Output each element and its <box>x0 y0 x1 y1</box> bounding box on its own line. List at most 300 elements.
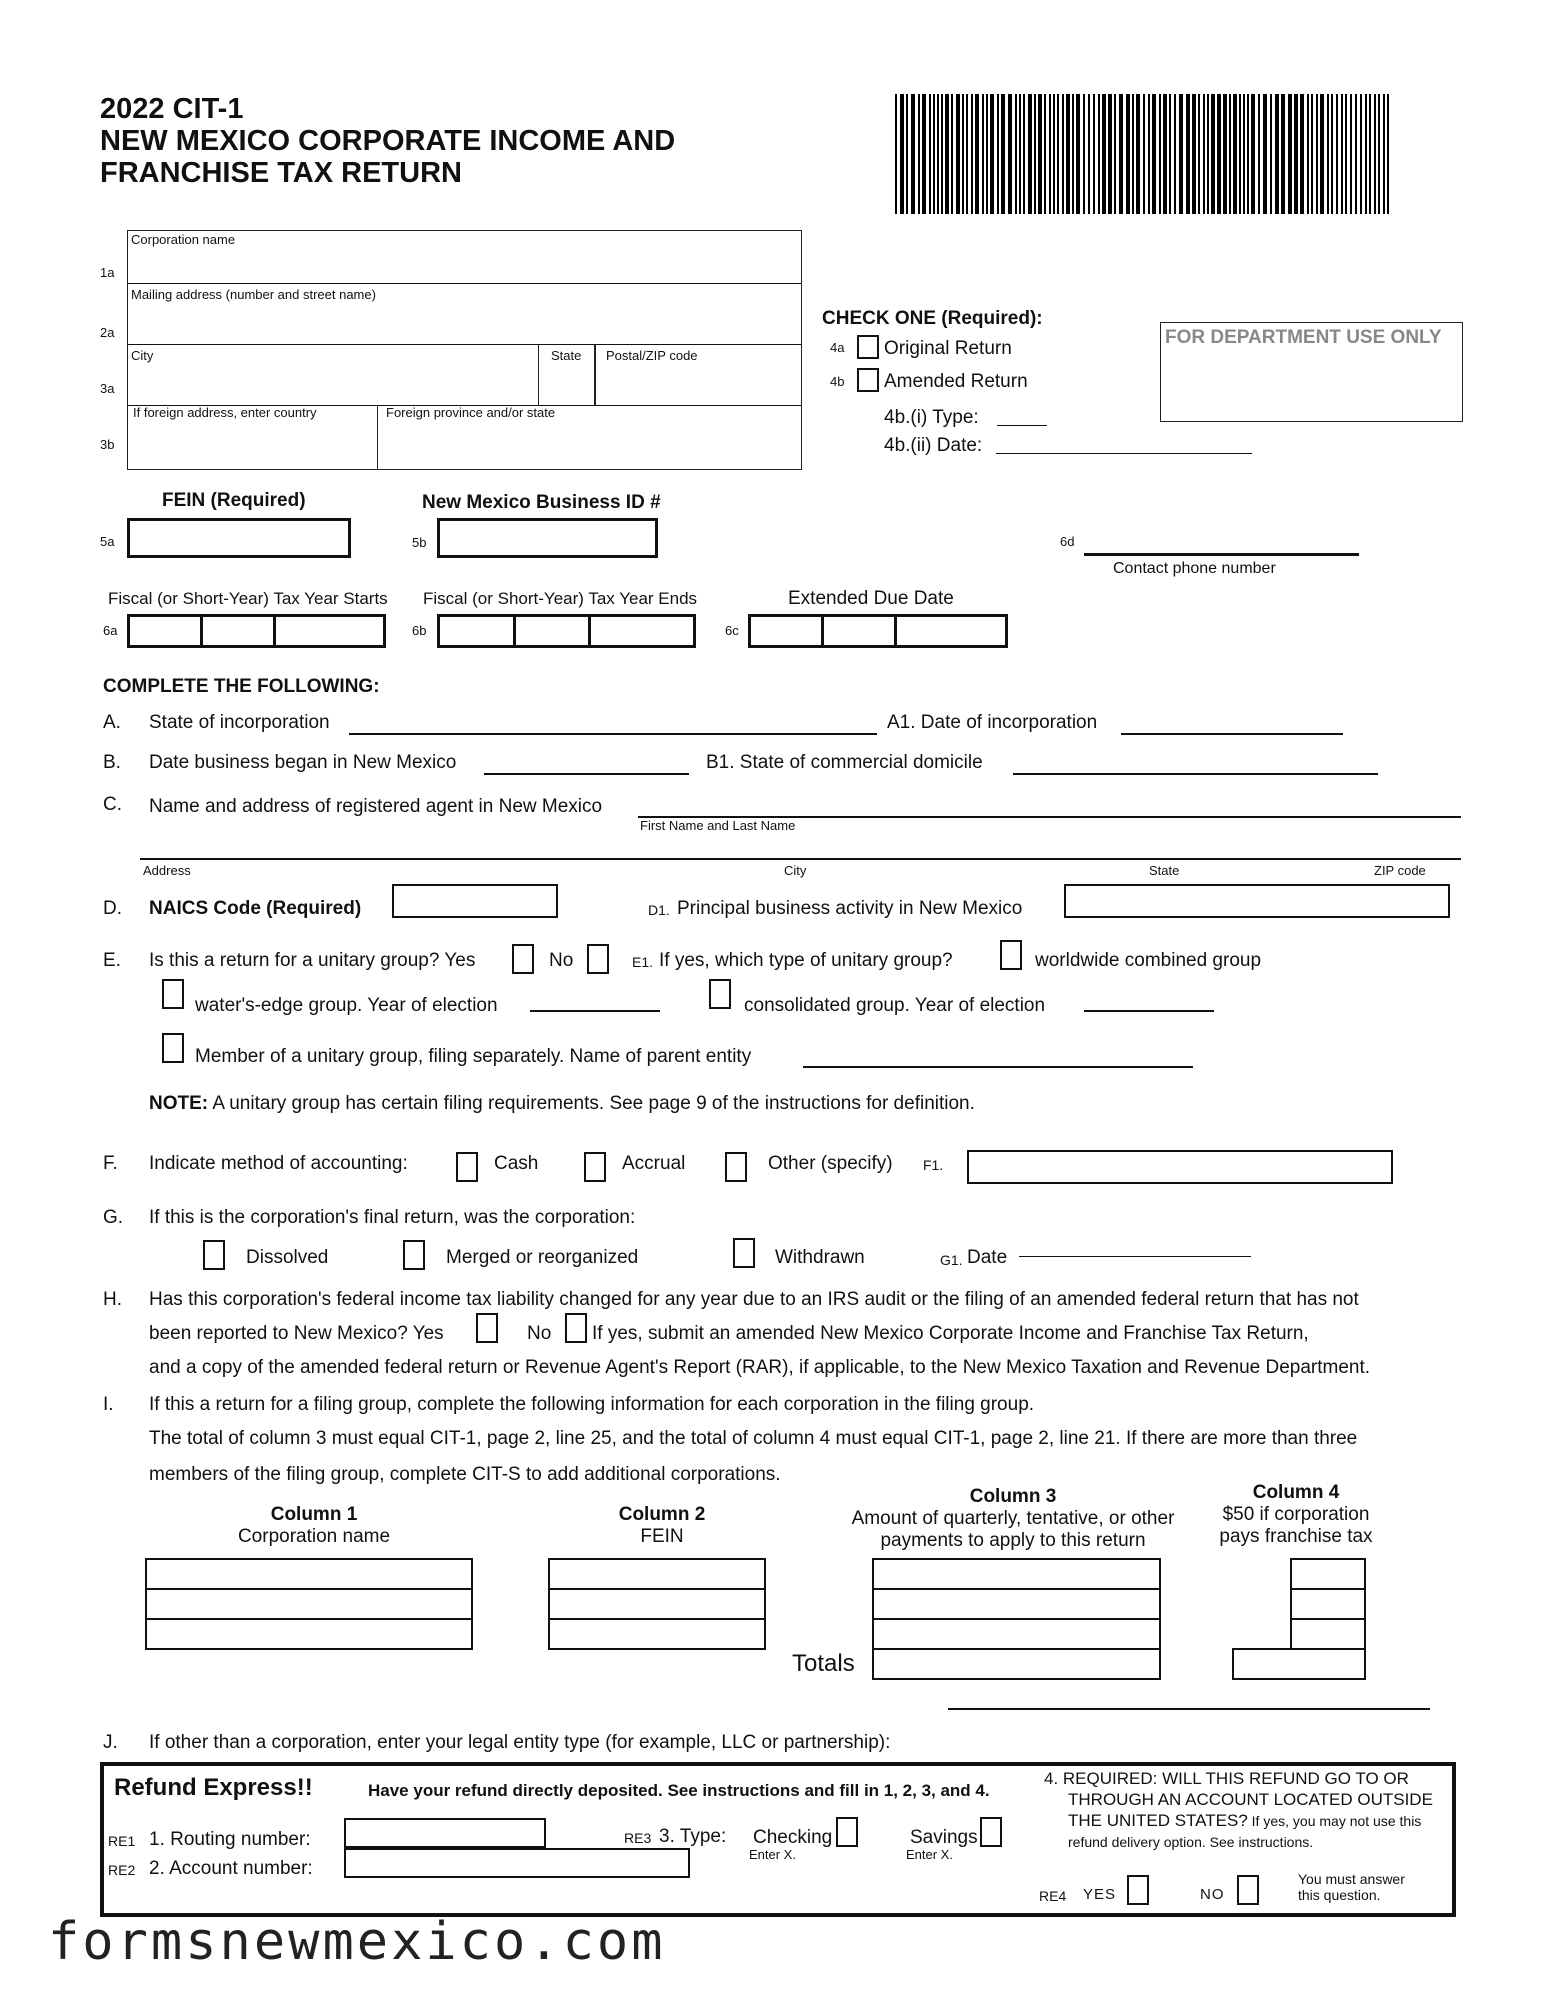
barcode-bar <box>1247 94 1249 214</box>
barcode-bar <box>918 94 920 214</box>
row-6c-number: 6c <box>725 623 739 638</box>
foreign-question-line2: THROUGH AN ACCOUNT LOCATED OUTSIDE <box>1068 1790 1433 1809</box>
column-4-row-2[interactable] <box>1290 1588 1366 1620</box>
item-b-letter: B. <box>103 752 121 773</box>
foreign-no-label: NO <box>1200 1886 1225 1903</box>
agent-address-caption: Address <box>143 863 191 878</box>
barcode-bar <box>895 94 897 214</box>
barcode-bar <box>1387 94 1389 214</box>
barcode-bar <box>1207 94 1209 214</box>
barcode-bar <box>1108 94 1112 214</box>
foreign-account-question <box>1044 1768 1433 1853</box>
other-method-label: Other (specify) <box>768 1153 893 1174</box>
irs-audit-no-label: No <box>527 1323 552 1344</box>
savings-enter-x <box>906 1847 953 1862</box>
refund-express-subtitle: Have your refund directly deposited. See instructions and fill in 1, 2, 3, and 4. <box>368 1781 990 1800</box>
extended-due-date-field[interactable] <box>748 614 1008 648</box>
corp-name-field[interactable] <box>131 250 799 281</box>
principal-activity-label: Principal business activity in New Mexico <box>677 898 1023 919</box>
barcode-bar <box>1169 94 1171 214</box>
column-4-header <box>1196 1482 1396 1548</box>
barcode-bar <box>1093 94 1095 214</box>
barcode-bar <box>1126 94 1130 214</box>
member-unitary-checkbox[interactable] <box>162 1033 184 1063</box>
column-4-row-1[interactable] <box>1290 1558 1366 1590</box>
barcode-bar <box>1049 94 1051 214</box>
commercial-domicile-label: B1. State of commercial domicile <box>706 752 983 773</box>
dissolved-label: Dissolved <box>246 1247 329 1268</box>
barcode-bar <box>1350 94 1352 214</box>
mailing-label: Mailing address (number and street name) <box>131 287 376 302</box>
row-5b-number: 5b <box>412 535 427 550</box>
barcode-bar <box>1152 94 1156 214</box>
barcode-bar <box>1098 94 1100 214</box>
barcode-bar <box>1217 94 1221 214</box>
title-year: 2022 CIT-1 <box>100 93 244 125</box>
item-c-letter: C. <box>103 794 122 815</box>
barcode-bar <box>971 94 973 214</box>
item-f1-number: F1. <box>923 1157 944 1173</box>
unitary-question-label: Is this a return for a unitary group? Yes <box>149 950 476 971</box>
check-one-heading: CHECK ONE (Required): <box>822 308 1043 329</box>
unitary-type-label: If yes, which type of unitary group? <box>659 950 953 971</box>
checking-enter-x-text: Enter X. <box>749 1847 796 1862</box>
barcode-bar <box>900 94 904 214</box>
barcode-bar <box>1192 94 1196 214</box>
barcode-bar <box>1263 94 1267 214</box>
state-field[interactable] <box>541 366 591 403</box>
barcode-bar <box>1307 94 1309 214</box>
city-label: City <box>131 348 154 363</box>
barcode-bar <box>1186 94 1190 214</box>
date-separator <box>273 617 276 645</box>
barcode-bar <box>1132 94 1134 214</box>
waters-edge-year-field[interactable] <box>530 1010 660 1012</box>
entity-type-label: If other than a corporation, enter your legal entity type (for example, LLC or partnership): <box>149 1732 891 1753</box>
complete-heading: COMPLETE THE FOLLOWING: <box>103 676 380 697</box>
title-line2: NEW MEXICO CORPORATE INCOME AND <box>100 125 676 157</box>
barcode-bar <box>1072 94 1074 214</box>
unitary-note <box>149 1093 975 1115</box>
column-3-subtitle-2: payments to apply to this return <box>880 1530 1146 1551</box>
department-use-box <box>1160 322 1463 422</box>
note-text: A unitary group has certain filing requirements. See page 9 of the instructions for definition. <box>208 1093 975 1114</box>
item-e1-number: E1. <box>632 954 654 970</box>
province-label: Foreign province and/or state <box>386 405 556 420</box>
barcode-bar <box>1019 94 1021 214</box>
cash-label: Cash <box>494 1153 539 1174</box>
barcode-bar <box>1119 94 1123 214</box>
column-2-title: Column 2 <box>618 1504 706 1525</box>
barcode-bar <box>1053 94 1055 214</box>
state-of-incorporation-label: State of incorporation <box>149 712 330 733</box>
barcode-bar <box>1008 94 1012 214</box>
barcode-bar <box>1300 94 1304 214</box>
row-4a-number: 4a <box>830 340 845 355</box>
barcode-bar <box>1258 94 1260 214</box>
fein-field[interactable] <box>127 518 351 558</box>
column-2-subtitle: FEIN <box>640 1526 684 1547</box>
foreign-question-line4: refund delivery option. See instructions. <box>1068 1834 1314 1850</box>
agent-zip-caption: ZIP code <box>1374 863 1426 878</box>
routing-number-label: 1. Routing number: <box>149 1829 311 1850</box>
barcode-bar <box>1383 94 1385 214</box>
column-4-row-3[interactable] <box>1290 1618 1366 1650</box>
row-5a-number: 5a <box>100 534 115 549</box>
refund-express-title: Refund Express!! <box>114 1774 313 1801</box>
barcode-bar <box>1316 94 1318 214</box>
item-i-letter: I. <box>103 1394 114 1415</box>
column-4-subtitle-1: $50 if corporation <box>1222 1504 1370 1525</box>
other-method-checkbox[interactable] <box>725 1152 747 1182</box>
barcode-bar <box>1243 94 1245 214</box>
barcode-bar <box>1233 94 1237 214</box>
barcode-bar <box>1211 94 1215 214</box>
re4-number: RE4 <box>1039 1888 1067 1904</box>
column-3-row-2[interactable] <box>872 1588 1161 1620</box>
registered-agent-label: Name and address of registered agent in New Mexico <box>149 796 603 817</box>
barcode-bar <box>1062 94 1064 214</box>
date-of-incorporation-label: A1. Date of incorporation <box>887 712 1098 733</box>
barcode-bar <box>975 94 979 214</box>
barcode-bar <box>990 94 994 214</box>
barcode-bar <box>937 94 939 214</box>
savings-checkbox[interactable] <box>980 1817 1002 1847</box>
must-answer-note <box>1298 1871 1405 1903</box>
divider <box>127 283 802 284</box>
item-g1-number: G1. <box>940 1252 963 1268</box>
mailing-address-field[interactable] <box>131 305 799 342</box>
barcode <box>895 94 1391 214</box>
extended-due-date-label: Extended Due Date <box>788 588 954 609</box>
contact-phone-field[interactable] <box>1084 553 1359 556</box>
account-type-label: 3. Type: <box>659 1826 727 1847</box>
column-1-row-1[interactable] <box>145 1558 473 1590</box>
amended-type-field[interactable] <box>997 425 1047 426</box>
re3-number: RE3 <box>624 1830 652 1846</box>
foreign-no-checkbox[interactable] <box>1237 1875 1259 1905</box>
waters-edge-checkbox[interactable] <box>162 979 184 1009</box>
contact-phone-label: Contact phone number <box>1113 560 1276 577</box>
final-return-label: If this is the corporation's final return, was the corporation: <box>149 1207 636 1228</box>
agent-name-caption: First Name and Last Name <box>640 818 796 833</box>
account-number-label: 2. Account number: <box>149 1858 313 1879</box>
filing-group-line3: members of the filing group, complete CIT-S to add additional corporations. <box>149 1464 781 1485</box>
barcode-bar <box>1136 94 1140 214</box>
accrual-checkbox[interactable] <box>584 1152 606 1182</box>
barcode-bar <box>1034 94 1036 214</box>
worldwide-combined-checkbox[interactable] <box>1000 940 1022 970</box>
form-title <box>100 93 675 189</box>
department-use-label: FOR DEPARTMENT USE ONLY <box>1165 327 1442 348</box>
tax-year-end-label: Fiscal (or Short-Year) Tax Year Ends <box>423 589 698 608</box>
barcode-bar <box>1038 94 1042 214</box>
state-label: State <box>551 348 582 363</box>
column-2-row-3[interactable] <box>548 1618 766 1650</box>
barcode-bar <box>966 94 968 214</box>
tax-year-start-field[interactable] <box>127 614 386 648</box>
row-6d-number: 6d <box>1060 534 1075 549</box>
barcode-bar <box>1028 94 1032 214</box>
re1-number: RE1 <box>108 1833 136 1849</box>
barcode-bar <box>1088 94 1090 214</box>
barcode-bar <box>1229 94 1231 214</box>
date-separator <box>588 617 591 645</box>
amended-date-field[interactable] <box>996 453 1252 454</box>
barcode-bar <box>1369 94 1371 214</box>
item-h-letter: H. <box>103 1289 122 1310</box>
barcode-bar <box>1341 94 1343 214</box>
column-3-total[interactable] <box>872 1648 1161 1680</box>
state-of-incorporation-field[interactable] <box>349 733 877 735</box>
barcode-bar <box>1102 94 1106 214</box>
registered-agent-address-field[interactable] <box>140 858 1461 860</box>
date-of-incorporation-field[interactable] <box>1121 733 1343 735</box>
barcode-bar <box>1336 94 1338 214</box>
column-1-subtitle: Corporation name <box>237 1526 391 1547</box>
barcode-bar <box>986 94 988 214</box>
province-field[interactable] <box>381 424 799 468</box>
barcode-bar <box>1360 94 1362 214</box>
foreign-yes-label: YES <box>1083 1886 1117 1903</box>
column-3-title: Column 3 <box>969 1486 1057 1507</box>
waters-edge-label: water's-edge group. Year of election <box>195 995 498 1016</box>
barcode-bar <box>1114 94 1116 214</box>
zip-label: Postal/ZIP code <box>606 348 698 363</box>
barcode-bar <box>1311 94 1313 214</box>
barcode-bar <box>982 94 984 214</box>
must-answer-line2: this question. <box>1298 1887 1381 1903</box>
column-4-subtitle-2: pays franchise tax <box>1219 1526 1373 1547</box>
final-date-field[interactable] <box>1019 1256 1251 1257</box>
barcode-bar <box>1203 94 1205 214</box>
barcode-bar <box>1251 94 1255 214</box>
irs-audit-question-line2: been reported to New Mexico? Yes <box>149 1323 444 1344</box>
amended-type-label: 4b.(i) Type: <box>884 407 979 428</box>
barcode-bar <box>1281 94 1285 214</box>
other-method-field[interactable] <box>967 1150 1393 1184</box>
fein-label: FEIN (Required) <box>162 490 306 511</box>
naics-field[interactable] <box>392 884 558 918</box>
member-unitary-label: Member of a unitary group, filing separately. Name of parent entity <box>195 1046 752 1067</box>
column-1-header <box>194 1504 434 1548</box>
barcode-bar <box>1023 94 1025 214</box>
irs-audit-question-line3: and a copy of the amended federal return or Revenue Agent's Report (RAR), if applicable, to the New Mexico Taxation and Revenue Department. <box>149 1357 1371 1378</box>
barcode-bar <box>1355 94 1357 214</box>
savings-enter-x-text: Enter X. <box>906 1847 953 1862</box>
worldwide-combined-label: worldwide combined group <box>1035 950 1262 971</box>
filing-group-line1: If this a return for a filing group, complete the following information for each corporation in the filing group. <box>149 1394 1035 1415</box>
barcode-bar <box>1327 94 1329 214</box>
barcode-bar <box>1159 94 1161 214</box>
barcode-bar <box>945 94 949 214</box>
item-d-letter: D. <box>103 898 122 919</box>
barcode-bar <box>1143 94 1145 214</box>
column-3-subtitle-1: Amount of quarterly, tentative, or other <box>851 1508 1175 1529</box>
column-1-row-3[interactable] <box>145 1618 473 1650</box>
withdrawn-label: Withdrawn <box>775 1247 865 1268</box>
column-1-title: Column 1 <box>270 1504 358 1525</box>
original-return-checkbox[interactable] <box>857 335 879 359</box>
barcode-bar <box>1015 94 1017 214</box>
barcode-bar <box>1057 94 1059 214</box>
row-2a-number: 2a <box>100 325 115 340</box>
date-began-nm-field[interactable] <box>484 773 689 775</box>
account-number-field[interactable] <box>344 1848 690 1878</box>
barcode-bar <box>1066 94 1070 214</box>
accrual-label: Accrual <box>622 1153 686 1174</box>
foreign-question-line3 <box>1044 1810 1433 1832</box>
tax-year-start-label: Fiscal (or Short-Year) Tax Year Starts <box>108 589 388 608</box>
checking-enter-x <box>749 1847 796 1862</box>
item-f-letter: F. <box>103 1153 118 1174</box>
barcode-bar <box>1288 94 1292 214</box>
cash-checkbox[interactable] <box>456 1152 478 1182</box>
barcode-bar <box>911 94 915 214</box>
totals-label: Totals <box>792 1650 855 1677</box>
unitary-no-checkbox[interactable] <box>587 944 609 974</box>
barcode-bar <box>951 94 953 214</box>
date-separator <box>513 617 516 645</box>
amended-return-label: Amended Return <box>884 371 1028 392</box>
barcode-bar <box>997 94 999 214</box>
re2-number: RE2 <box>108 1862 136 1878</box>
corp-name-label: Corporation name <box>131 232 236 247</box>
barcode-bar <box>1044 94 1046 214</box>
barcode-bar <box>1345 94 1347 214</box>
date-separator <box>821 617 824 645</box>
date-began-nm-label: Date business began in New Mexico <box>149 752 457 773</box>
barcode-bar <box>1275 94 1279 214</box>
barcode-bar <box>1239 94 1241 214</box>
column-4-total[interactable] <box>1232 1648 1366 1680</box>
column-3-header <box>848 1486 1178 1552</box>
agent-state-caption: State <box>1149 863 1180 878</box>
savings-label: Savings <box>910 1827 978 1848</box>
naics-label: NAICS Code (Required) <box>149 898 362 919</box>
note-label: NOTE: <box>149 1093 209 1114</box>
barcode-bar <box>1198 94 1200 214</box>
irs-audit-no-checkbox[interactable] <box>565 1313 587 1343</box>
withdrawn-checkbox[interactable] <box>733 1238 755 1268</box>
checking-label: Checking <box>753 1827 833 1848</box>
item-a-letter: A. <box>103 712 121 733</box>
original-return-label: Original Return <box>884 338 1012 359</box>
barcode-bar <box>922 94 926 214</box>
country-label: If foreign address, enter country <box>133 405 317 420</box>
barcode-bar <box>1001 94 1005 214</box>
barcode-bar <box>1174 94 1176 214</box>
column-4-title: Column 4 <box>1252 1482 1340 1503</box>
barcode-bar <box>933 94 935 214</box>
divider <box>594 344 596 405</box>
barcode-bar <box>1378 94 1380 214</box>
barcode-bar <box>1076 94 1080 214</box>
merged-label: Merged or reorganized <box>446 1247 639 1268</box>
barcode-bar <box>1365 94 1367 214</box>
entity-type-field[interactable] <box>948 1708 1430 1710</box>
parent-entity-field[interactable] <box>803 1066 1193 1068</box>
foreign-yes-checkbox[interactable] <box>1127 1875 1149 1905</box>
barcode-bar <box>1374 94 1376 214</box>
accounting-method-label: Indicate method of accounting: <box>149 1153 408 1174</box>
irs-audit-yes-checkbox[interactable] <box>476 1313 498 1343</box>
barcode-bar <box>941 94 943 214</box>
foreign-question-line1: 4. REQUIRED: WILL THIS REFUND GO TO OR <box>1044 1769 1409 1788</box>
row-3b-number: 3b <box>100 437 115 452</box>
barcode-bar <box>1320 94 1324 214</box>
foreign-question-line3b: If yes, you may not use this <box>1247 1813 1422 1829</box>
final-date-label: Date <box>967 1247 1008 1268</box>
consolidated-label: consolidated group. Year of election <box>744 995 1046 1016</box>
foreign-question-line3a: THE UNITED STATES? <box>1068 1811 1248 1830</box>
merged-checkbox[interactable] <box>403 1240 425 1270</box>
column-1-row-2[interactable] <box>145 1588 473 1620</box>
amended-date-label: 4b.(ii) Date: <box>884 435 983 456</box>
column-2-row-1[interactable] <box>548 1558 766 1590</box>
barcode-bar <box>1294 94 1298 214</box>
zip-field[interactable] <box>598 366 798 403</box>
barcode-bar <box>1163 94 1167 214</box>
barcode-bar <box>962 94 964 214</box>
item-g-letter: G. <box>103 1207 124 1228</box>
filing-group-line2: The total of column 3 must equal CIT-1, page 2, line 25, and the total of column 4 must equal CIT-1, page 2, line 21. If there are more than three <box>149 1428 1358 1449</box>
country-field[interactable] <box>131 424 374 468</box>
consolidated-checkbox[interactable] <box>709 979 731 1009</box>
checking-checkbox[interactable] <box>836 1817 858 1847</box>
row-4b-number: 4b <box>830 374 845 389</box>
column-2-header <box>562 1504 762 1548</box>
title-line3: FRANCHISE TAX RETURN <box>100 157 462 189</box>
irs-audit-instruction: If yes, submit an amended New Mexico Corporate Income and Franchise Tax Return, <box>592 1323 1309 1344</box>
irs-audit-question-line1: Has this corporation's federal income tax liability changed for any year due to an IRS audit or the filing of an amended federal return that has not <box>149 1289 1359 1310</box>
principal-activity-field[interactable] <box>1064 884 1450 918</box>
row-3a-number: 3a <box>100 381 115 396</box>
divider <box>127 344 802 345</box>
row-1a-number: 1a <box>100 265 115 280</box>
barcode-bar <box>929 94 931 214</box>
routing-number-field[interactable] <box>344 1818 546 1848</box>
nm-business-id-label: New Mexico Business ID # <box>422 492 661 513</box>
column-2-row-2[interactable] <box>548 1588 766 1620</box>
amended-return-checkbox[interactable] <box>857 368 879 392</box>
dissolved-checkbox[interactable] <box>203 1240 225 1270</box>
barcode-bar <box>956 94 960 214</box>
tax-year-end-field[interactable] <box>437 614 696 648</box>
nm-business-id-field[interactable] <box>437 518 658 558</box>
date-separator <box>894 617 897 645</box>
unitary-yes-checkbox[interactable] <box>512 944 534 974</box>
item-e-letter: E. <box>103 950 121 971</box>
item-j-letter: J. <box>103 1732 118 1753</box>
must-answer-line1: You must answer <box>1298 1871 1405 1887</box>
commercial-domicile-field[interactable] <box>1013 773 1378 775</box>
barcode-bar <box>906 94 908 214</box>
consolidated-year-field[interactable] <box>1084 1010 1214 1012</box>
column-3-row-1[interactable] <box>872 1558 1161 1590</box>
column-3-row-3[interactable] <box>872 1618 1161 1650</box>
barcode-bar <box>1331 94 1333 214</box>
barcode-bar <box>1148 94 1150 214</box>
barcode-bar <box>1179 94 1183 214</box>
watermark: formsnewmexico.com <box>48 1912 666 1972</box>
city-field[interactable] <box>131 366 533 403</box>
barcode-bar <box>1083 94 1085 214</box>
item-d1-number: D1. <box>648 902 670 918</box>
divider <box>538 344 539 405</box>
agent-city-caption: City <box>784 863 807 878</box>
date-separator <box>200 617 203 645</box>
